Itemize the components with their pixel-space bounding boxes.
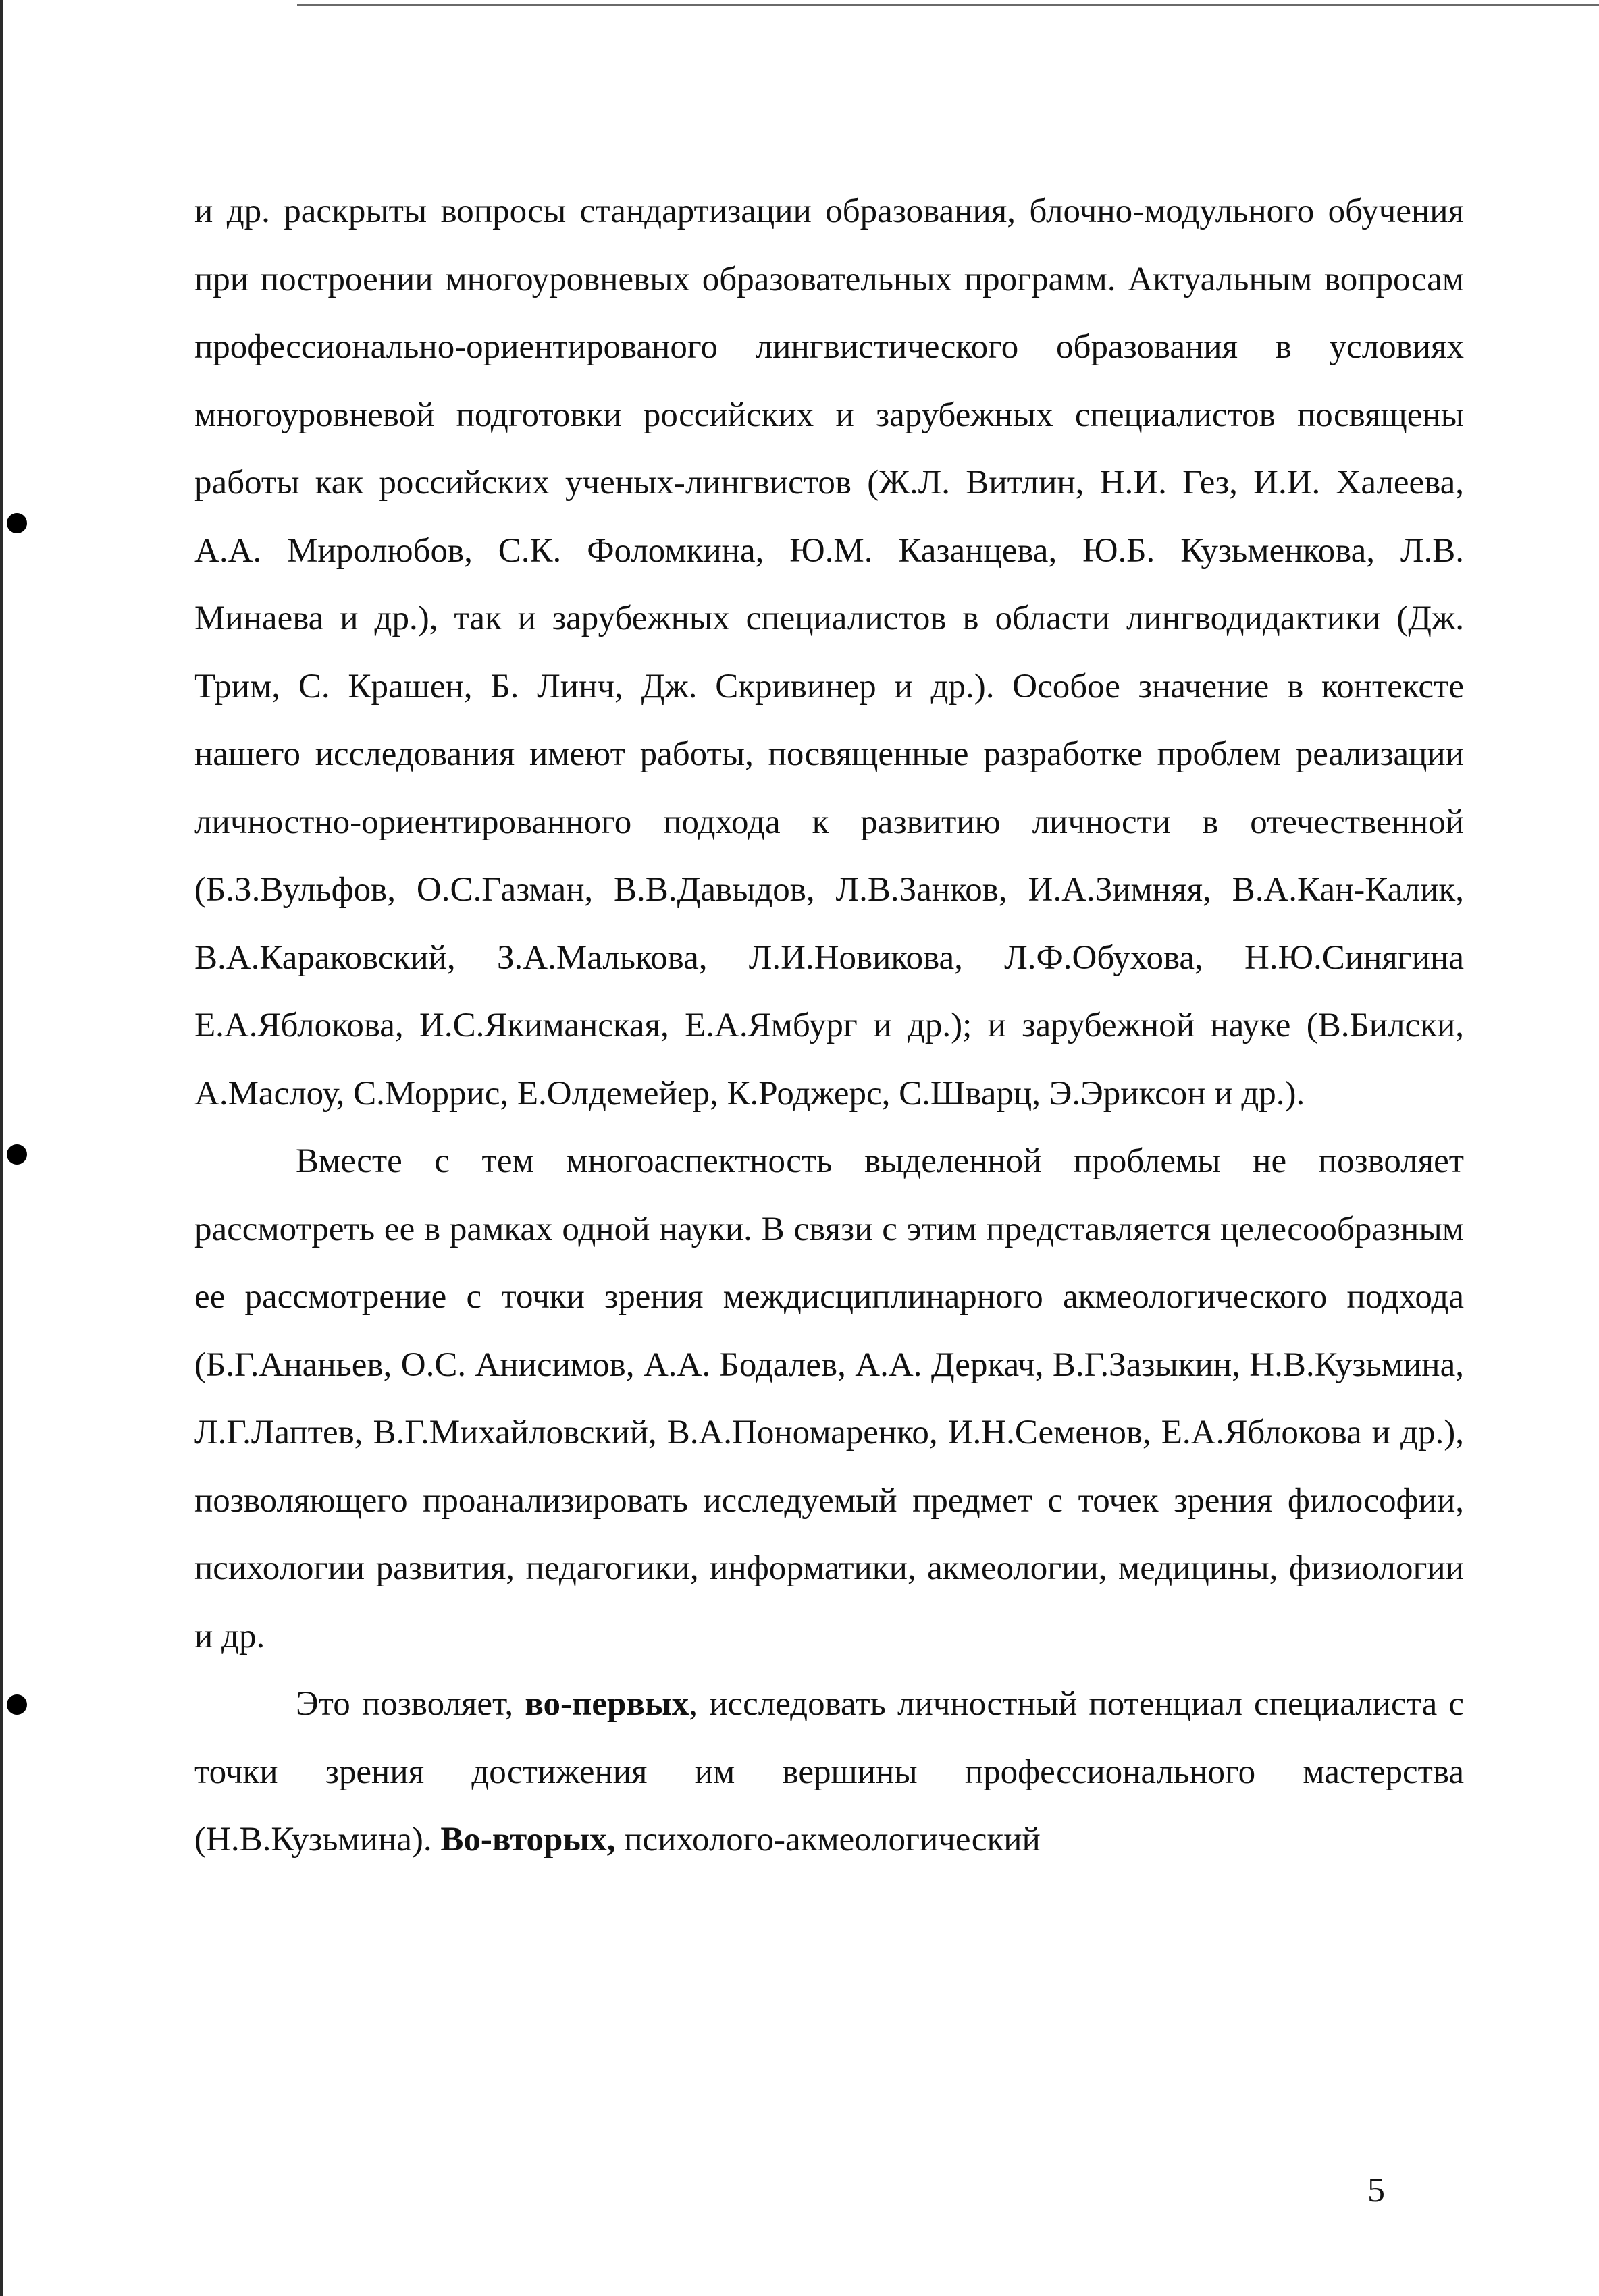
emphasis-second: Во-вторых,: [440, 1821, 616, 1859]
scan-top-edge-line: [297, 4, 1599, 6]
paragraph-2: [194, 1127, 1464, 1670]
paragraph-1-text: и др. раскрыты вопросы стандартизации образования, блочно-модульного обучения при построении многоуровневых образовательных программ. Актуальным вопросам профессионально-ориентированого лингвистического образования в условиях многоуровневой подготовки российских и зарубежных специалистов посвящены работы как российских ученых-лингвистов (Ж.Л. Витлин, Н.И. Гез, И.И. Халеева, А.А. Миролюбов, С.К. Фоломкина, Ю.М. Казанцева, Ю.Б. Кузьменкова, Л.В. Минаева и др.), так и зарубежных специалистов в области лингводидактики (Дж. Трим, С. Крашен, Б. Линч, Дж. Скривинер и др.). Особое значение в контексте нашего исследования имеют работы, посвященные разработке проблем реализации личностно-ориентированного подхода к развитию личности в отечественной (Б.З.Вульфов, О.С.Газман, В.В.Давыдов, Л.В.Занков, И.А.Зимняя, В.А.Кан-Калик, В.А.Караковский, З.А.Малькова, Л.И.Новикова, Л.Ф.Обухова, Н.Ю.Синягина Е.А.Яблокова, И.С.Якиманская, Е.А.Ямбург и др.); и зарубежной науке (В.Билски, А.Маслоу, С.Моррис, Е.Олдемейер, К.Роджерс, С.Шварц, Э.Эриксон и др.).: [194, 192, 1464, 1113]
page-body-text: [194, 178, 1464, 1874]
binding-hole-mark: [7, 1694, 27, 1715]
page-number: 5: [1367, 2171, 1385, 2210]
scan-left-edge-line: [0, 0, 3, 2296]
paragraph-3-text-c: психолого-акмеологический: [615, 1821, 1041, 1859]
binding-hole-mark: [7, 1144, 27, 1165]
paragraph-3-text-a: Это позволяет,: [296, 1685, 525, 1723]
paragraph-2-text: Вместе с тем многоаспектность выделенной проблемы не позволяет рассмотреть ее в рамках одной науки. В связи с этим представляется целесообразным ее рассмотрение с точки зрения междисциплинарного акмеологического подхода (Б.Г.Ананьев, О.С. Анисимов, А.А. Бодалев, А.А. Деркач, В.Г.Зазыкин, Н.В.Кузьмина, Л.Г.Лаптев, В.Г.Михайловский, В.А.Пономаренко, И.Н.Семенов, Е.А.Яблокова и др.), позволяющего проанализировать исследуемый предмет с точек зрения философии, психологии развития, педагогики, информатики, акмеологии, медицины, физиологии и др.: [194, 1142, 1464, 1655]
emphasis-first: во-первых: [525, 1685, 689, 1723]
paragraph-3-text-b: , исследовать личностный потенциал специалиста с точки зрения достижения им вершины профессионального мастерства (Н.В.Кузьмина).: [194, 1685, 1464, 1859]
paragraph-3: [194, 1670, 1464, 1874]
paragraph-1: [194, 178, 1464, 1127]
binding-hole-mark: [7, 513, 27, 533]
